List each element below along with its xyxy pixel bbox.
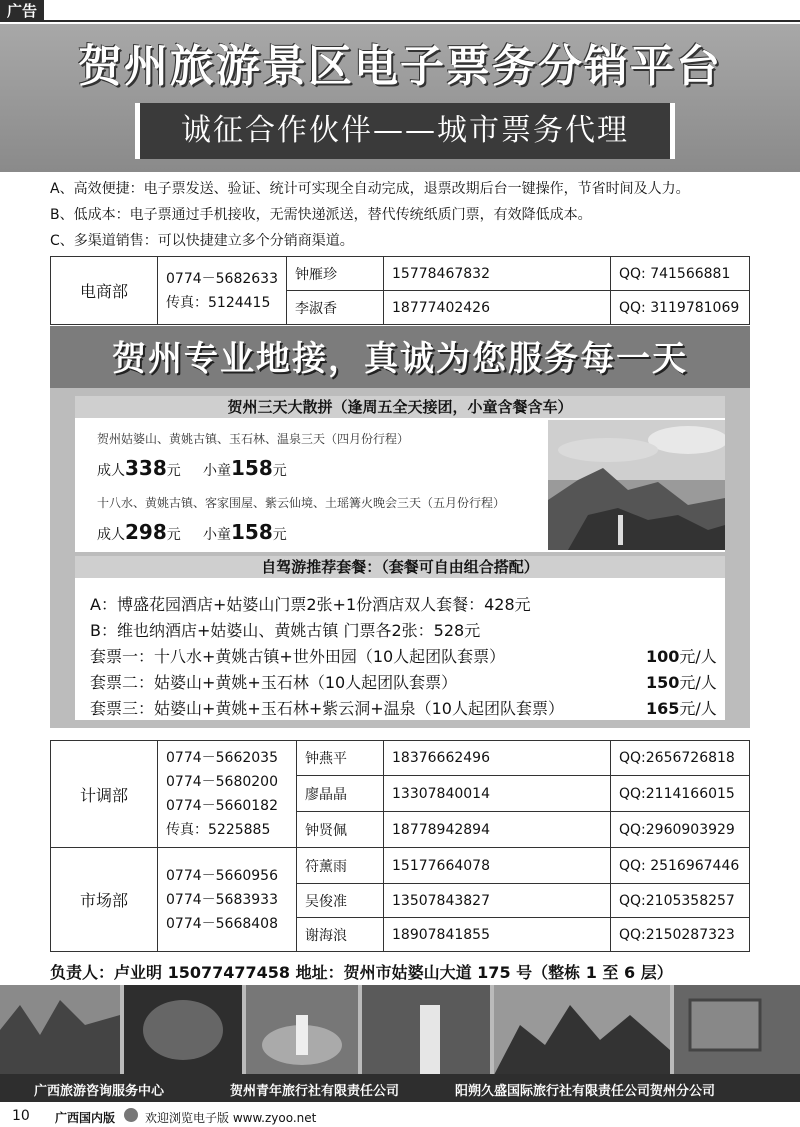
phone: 0774－5682633 — [166, 270, 278, 287]
sponsor-3: 阳朔久盛国际旅行社有限责任公司贺州分公司 — [455, 1084, 716, 1099]
sponsor-1: 广西旅游咨询服务中心 — [34, 1084, 165, 1099]
unit: 元 — [166, 527, 181, 543]
site-note: 欢迎浏览电子版 www.zyoo.net — [145, 1111, 317, 1125]
service-title: 贺州专业地接，真诚为您服务每一天 — [112, 339, 688, 379]
market-phones — [158, 848, 297, 952]
ecommerce-phones — [158, 257, 287, 325]
phone: 0774－5660956 — [166, 867, 278, 884]
ticket-1: 套票一：十八水+黄姚古镇+世外田园（10人起团队套票） — [90, 647, 506, 666]
feature-b: B、低成本：电子票通过手机接收，无需快递派送，替代传统纸质门票，有效降低成本。 — [50, 207, 592, 223]
contact-qq: QQ:2150287323 — [611, 918, 750, 952]
selfdrive-header: 自驾游推荐套餐：（套餐可自由组合搭配） — [75, 556, 725, 578]
adult-price: 338 — [125, 456, 167, 480]
feature-c: C、多渠道销售：可以快捷建立多个分销商渠道。 — [50, 233, 354, 249]
contact-qq: QQ: 2516967446 — [611, 848, 750, 884]
contact-mobile: 18907841855 — [384, 918, 611, 952]
contact-qq: QQ: 741566881 — [611, 257, 750, 291]
dispatch-phones — [158, 741, 297, 848]
price-unit: 元/人 — [679, 673, 717, 692]
child-price: 158 — [231, 520, 273, 544]
sponsor-band — [0, 1074, 800, 1102]
header-divider — [44, 20, 800, 22]
fax: 传真：5225885 — [166, 822, 271, 838]
route-1: 贺州姑婆山、黄姚古镇、玉石林、温泉三天（四月份行程） — [97, 432, 410, 446]
unit: 元 — [166, 463, 181, 479]
child-price: 158 — [231, 456, 273, 480]
contact-mobile: 18778942894 — [384, 812, 611, 848]
contact-mobile: 18376662496 — [384, 741, 611, 776]
phone: 0774－5660182 — [166, 798, 278, 814]
scenic-photo-strip — [0, 985, 800, 1075]
dept-ecommerce: 电商部 — [51, 257, 158, 325]
sponsor-2: 贺州青年旅行社有限责任公司 — [230, 1084, 400, 1099]
contact-name: 谢海浪 — [297, 918, 384, 952]
contact-qq: QQ:2105358257 — [611, 884, 750, 918]
feature-a: A、高效便捷：电子票发送、验证、统计可实现全自动完成，退票改期后台一键操作，节省时间及人力。 — [50, 181, 690, 197]
price-row-2 — [97, 520, 287, 544]
fax: 传真：5124415 — [166, 294, 271, 311]
phone: 0774－5680200 — [166, 774, 278, 790]
dept-market: 市场部 — [51, 848, 158, 952]
contact-name: 吴俊准 — [297, 884, 384, 918]
contact-mobile: 15177664078 — [384, 848, 611, 884]
price-value: 150 — [646, 673, 680, 692]
page-title: 贺州旅游景区电子票务分销平台 — [78, 41, 722, 92]
ticket-2: 套票二：姑婆山+黄姚+玉石林（10人起团队套票） — [90, 673, 458, 692]
contact-qq: QQ:2960903929 — [611, 812, 750, 848]
tour-header: 贺州三天大散拼（逢周五全天接团，小童含餐含车） — [75, 396, 725, 418]
contact-qq: QQ:2114166015 — [611, 776, 750, 812]
phone: 0774－5662035 — [166, 750, 278, 766]
ticket-1-price — [646, 644, 717, 667]
dept-dispatch: 计调部 — [51, 741, 158, 848]
child-label: 小童 — [203, 527, 232, 543]
section-name: 广西国内版 — [55, 1111, 116, 1125]
package-a: A：博盛花园酒店+姑婆山门票2张+1份酒店双人套餐：428元 — [90, 595, 531, 614]
package-b: B：维也纳酒店+姑婆山、黄姚古镇 门票各2张：528元 — [90, 621, 481, 640]
price-value: 165 — [646, 699, 680, 718]
page-footer — [0, 1104, 800, 1127]
contact-line: 负责人：卢业明 15077477458 地址：贺州市姑婆山大道 175 号（整栋 1 至 6 层） — [50, 963, 673, 982]
contact-name: 廖晶晶 — [297, 776, 384, 812]
contact-mobile: 18777402426 — [384, 291, 611, 325]
contact-qq: QQ:2656726818 — [611, 741, 750, 776]
price-unit: 元/人 — [679, 699, 717, 718]
logo-icon — [124, 1108, 138, 1122]
price-value: 100 — [646, 647, 680, 666]
ad-label: 广告 — [0, 0, 44, 22]
unit: 元 — [272, 527, 287, 543]
adult-price: 298 — [125, 520, 167, 544]
contact-name: 钟贤佩 — [297, 812, 384, 848]
adult-label: 成人 — [97, 463, 125, 479]
ecommerce-table — [50, 256, 750, 325]
adult-label: 成人 — [97, 527, 125, 543]
subtitle: 诚征合作伙伴——城市票务代理 — [181, 113, 629, 148]
departments-table — [50, 740, 750, 952]
contact-qq: QQ: 3119781069 — [611, 291, 750, 325]
phone: 0774－5683933 — [166, 891, 278, 908]
price-unit: 元/人 — [679, 647, 717, 666]
contact-name: 钟雁珍 — [287, 257, 384, 291]
unit: 元 — [272, 463, 287, 479]
ticket-3: 套票三：姑婆山+黄姚+玉石林+紫云洞+温泉（10人起团队套票） — [90, 699, 564, 718]
contact-mobile: 15778467832 — [384, 257, 611, 291]
route-2: 十八水、黄姚古镇、客家围屋、紫云仙境、土瑶篝火晚会三天（五月份行程） — [97, 496, 506, 510]
page-number: 10 — [12, 1108, 30, 1124]
price-row-1 — [97, 456, 287, 480]
contact-name: 李淑香 — [287, 291, 384, 325]
ticket-2-price — [646, 670, 717, 693]
contact-mobile: 13507843827 — [384, 884, 611, 918]
contact-mobile: 13307840014 — [384, 776, 611, 812]
ticket-3-price — [646, 696, 717, 719]
contact-name: 钟燕平 — [297, 741, 384, 776]
child-label: 小童 — [203, 463, 232, 479]
contact-name: 符薰雨 — [297, 848, 384, 884]
mountain-landscape-photo — [548, 420, 725, 550]
phone: 0774－5668408 — [166, 915, 278, 932]
